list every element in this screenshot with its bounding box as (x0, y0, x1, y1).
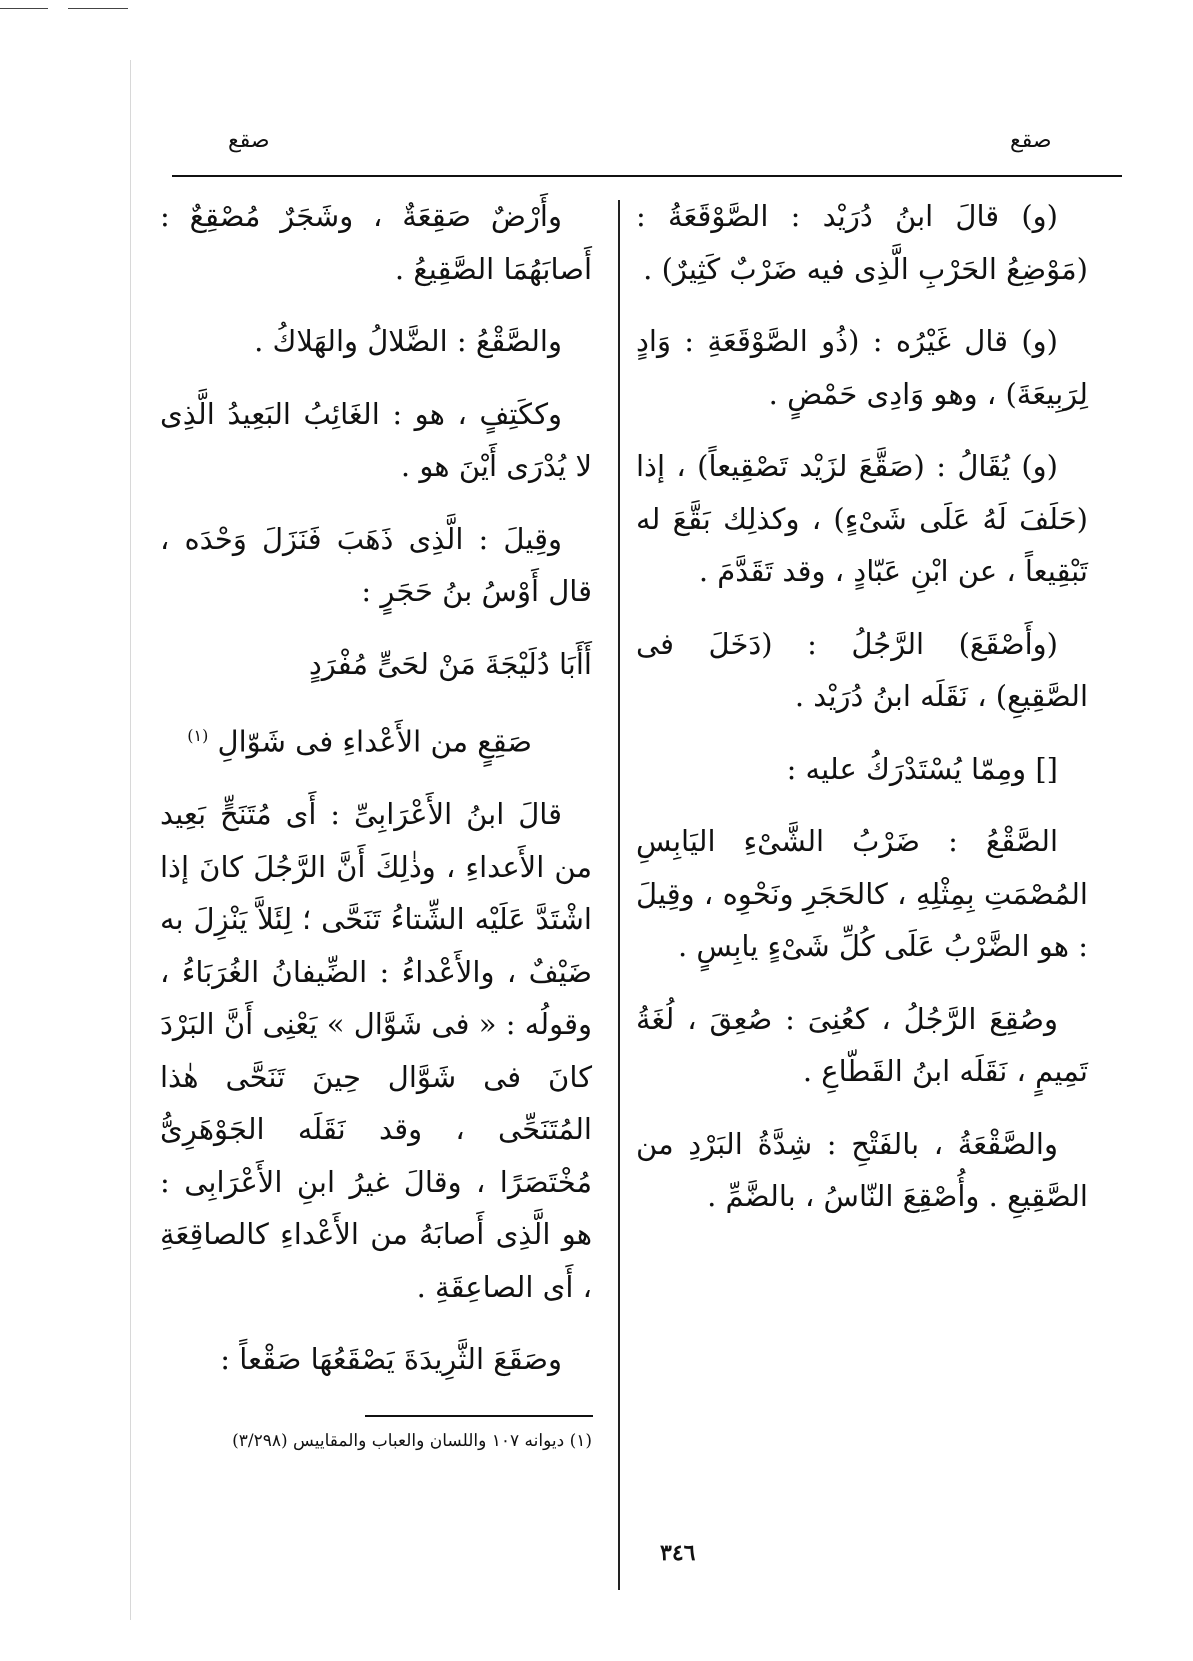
column-divider (618, 200, 620, 1590)
paragraph: والصَّقْعَةُ ، بالفَتْحِ : شِدَّةُ البَرْدِ من الصَّقِيعِ . وأُصْقِعَ النّاسُ ، بالضَّمِّ . (636, 1126, 1088, 1213)
header-rule (172, 175, 1122, 177)
footnote-marker: (١) (187, 726, 209, 745)
scan-marks (0, 8, 140, 10)
paragraph: وقِيلَ : الَّذِى ذَهَبَ فَنَزَلَ وَحْدَه ، قال أَوْسُ بنُ حَجَرٍ : (160, 521, 592, 608)
paragraph: وأَرْضٌ صَقِعَةٌ ، وشَجَرٌ مُصْقِعٌ : أَصابَهُمَا الصَّقِيعُ . (160, 199, 592, 286)
paragraph: قالَ ابنُ الأَعْرَابِىِّ : أَى مُتَنَحٍّ بَعِيد من الأَعداءِ ، وذٰلِكَ أَنَّ الرَّجُلَ كانَ إذا اشْتَدَّ عَلَيْه الشِّتاءُ تَنَحَّى ؛ لِئَلاَّ يَنْزِلَ به ضَيْفٌ ، والأَعْداءُ : الضِّيفانُ الغُرَبَاءُ ، وقولُه : « فى شَوَّال » يَعْنِى أَنَّ البَرْدَ كانَ فى شَوَّال حِينَ تَنَحَّى هٰذا المُتَنَحِّى ، وقد نَقَلَه الجَوْهَرِىُّ مُخْتَصَرًا ، وقالَ غيرُ ابنِ الأَعْرَابِى : هو الَّذِى أَصابَهُ من الأَعْداءِ كالصاقِعَةِ ، أَى الصاعِقَةِ . (160, 797, 592, 1304)
paragraph: (و) قالَ ابنُ دُرَيْد : الصَّوْقَعَةُ : (مَوْضِعُ الحَرْبِ الَّذِى فيه ضَرْبٌ كَثِيرٌ) . (636, 199, 1088, 286)
verse-line-2-text: صَقِعٍ من الأَعْداءِ فى شَوّالِ (217, 724, 532, 759)
footnote-rule (365, 1415, 593, 1417)
running-header-right: صقع (1010, 128, 1052, 153)
paragraph: (و) يُقَالُ : (صَقَّعَ لزَيْد تَصْقِيعاً) ، إذا (حَلَفَ لَهُ عَلَى شَىْءٍ) ، وكذلِك بَقَّعَ له تَبْقِيعاً ، عن ابْنِ عَبّادٍ ، وقد تَقَدَّمَ . (636, 449, 1088, 588)
paragraph: الصَّقْعُ : ضَرْبُ الشَّىْءِ اليَابِسِ المُصْمَتِ بِمِثْلِهِ ، كالحَجَرِ ونَحْوِه ، وقِيلَ : هو الضَّرْبُ عَلَى كُلِّ شَىْءٍ يابِسٍ . (636, 824, 1088, 963)
paragraph: وككَتِفٍ ، هو : الغَائِبُ البَعِيدُ الَّذِى لا يُدْرَى أَيْنَ هو . (160, 396, 592, 483)
scan-edge-line (130, 60, 131, 1620)
paragraph: وصُقِعَ الرَّجُلُ ، كعُنِىَ : صُعِقَ ، لُغَةُ تَمِيمٍ ، نَقَلَه ابنُ القَطّاعِ . (636, 1001, 1088, 1088)
left-column (160, 190, 592, 1406)
verse-line-1: أَأَبَا دُلَيْجَةَ مَنْ لحَىٍّ مُفْرَدٍ (308, 646, 592, 681)
paragraph: (و) قال غَيْرُه : (ذُو الصَّوْقَعَةِ : وَادٍ لِرَبِيعَةَ) ، وهو وَادِى حَمْضٍ . (636, 324, 1088, 411)
right-column (636, 190, 1088, 1243)
running-header-left: صقع (228, 128, 270, 153)
verse-line-2 (160, 710, 592, 768)
addendum-heading: [] ومِمّا يُسْتَدْرَكُ عليه : (786, 751, 1058, 786)
page-number: ٣٤٦ (660, 1540, 696, 1566)
paragraph: وصَقَعَ الثَّرِيدَةَ يَصْقَعُهَا صَقْعاً : (220, 1342, 562, 1377)
footnote: (١) ديوانه ١٠٧ واللسان والعباب والمقاييس (٣/٢٩٨) (232, 1431, 592, 1451)
paragraph: (وأَصْقَعَ) الرَّجُلُ : (دَخَلَ فى الصَّقِيعِ) ، نَقَلَه ابنُ دُرَيْد . (636, 626, 1088, 713)
paragraph: والصَّقْعُ : الضَّلالُ والهَلاكُ . (254, 324, 562, 358)
